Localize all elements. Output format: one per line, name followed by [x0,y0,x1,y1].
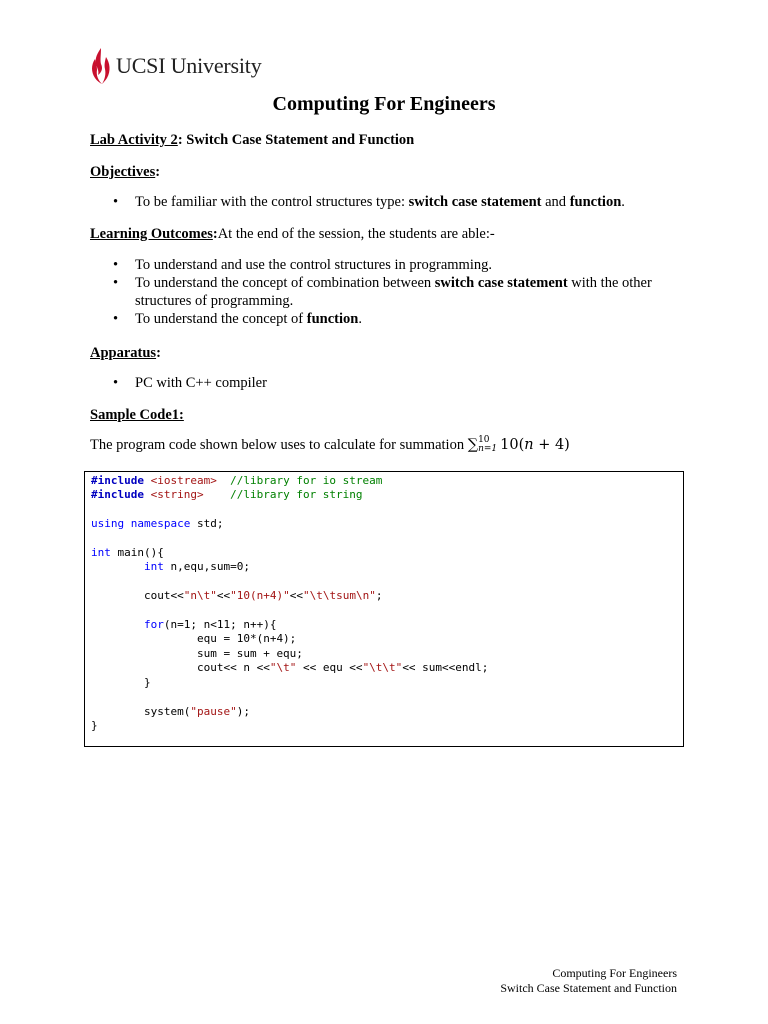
flame-logo-icon [90,47,112,85]
code-token: <iostream> [150,474,217,487]
sum-expression-rest: + 4) [533,437,570,453]
code-token: << [289,589,303,603]
list-item [110,256,688,274]
code-keyword: namespace [130,517,191,531]
list-item-bold: switch case statement [408,194,542,210]
code-token: } [143,675,151,689]
apparatus-colon: : [156,345,161,361]
code-token: system( [143,704,191,718]
code-token: << sum<<endl; [402,661,489,675]
learning-outcomes-label: Learning Outcomes [90,226,213,242]
sum-lower-limit: n=1 [478,444,498,454]
sum-upper-limit: 10 [478,435,490,445]
sigma-symbol: ∑ [467,437,479,453]
bullet-icon: • [113,257,119,273]
code-keyword: using [91,517,125,531]
code-keyword: int [91,546,111,560]
code-token: <string> [150,488,204,502]
code-string: "\t\t" [362,661,403,675]
footer-course: Computing For Engineers [552,966,677,980]
sample-description [90,436,688,454]
bullet-icon: • [113,275,119,291]
code-string: "\t" [269,661,297,675]
code-token: ; [375,589,383,603]
bullet-icon: • [113,311,119,327]
list-item-text: To understand and use the control structures in programming. [135,257,492,273]
list-item-text: . [621,194,625,210]
apparatus-label: Apparatus [90,345,157,361]
code-block [91,474,488,733]
list-item-bold: function [306,311,359,327]
summation-formula [468,437,570,453]
list-item-text: and [541,194,570,210]
sum-expression: 10( [500,437,525,453]
sample-code-label: Sample Code1: [90,407,184,423]
objectives-heading [90,163,688,181]
code-token: #include [91,488,144,502]
lab-activity-heading [90,131,688,149]
list-item-text: To understand the concept of [135,311,307,327]
code-token: std; [190,517,224,531]
code-keyword: int [143,560,164,574]
code-token: equ = 10*(n+4); [196,632,297,646]
footer-topic: Switch Case Statement and Function [500,981,677,995]
code-token: n,equ,sum=0; [163,560,250,574]
lab-activity-label: Lab Activity 2 [90,132,178,148]
list-item [110,310,688,328]
code-token: << [216,589,231,603]
code-token: } [91,718,98,732]
list-item [110,274,688,310]
list-item-text: . [358,311,362,327]
code-comment: //library for string [230,488,363,502]
learning-outcomes-colon: : [212,226,218,242]
list-item [110,374,688,392]
logo-text: UCSI University [116,53,262,78]
code-token: sum = sum + equ; [196,646,303,660]
page-title: Computing For Engineers [272,93,496,115]
code-string: "n\t" [183,589,217,603]
apparatus-list [110,374,688,392]
bullet-icon: • [113,194,119,210]
code-token: cout<< [143,589,184,603]
sample-description-text: The program code shown below uses to calculate for summation [90,437,468,453]
learning-outcomes-intro: At the end of the session, the students are able:- [217,226,495,242]
learning-outcomes-heading [90,225,688,243]
list-item-text: To be familiar with the control structures type: [135,194,409,210]
code-token: << equ << [296,661,363,675]
lab-activity-title: : Switch Case Statement and Function [177,132,415,148]
sample-code-heading [90,406,688,424]
list-item [110,193,688,211]
list-item-bold: function [569,194,622,210]
code-token: #include [91,474,144,487]
code-string: "pause" [190,704,237,718]
objectives-list [110,193,688,211]
university-logo [90,44,262,88]
code-token: (n=1; n<11; n++){ [163,618,277,632]
code-box [84,471,684,747]
objectives-label: Objectives [90,164,156,180]
learning-outcomes-list [110,256,688,328]
list-item-text: To understand the concept of combination between [135,275,435,291]
apparatus-heading [90,344,688,362]
list-item-text: PC with C++ compiler [135,375,267,391]
objectives-colon: : [155,164,161,180]
code-string: "\t\tsum\n" [302,589,376,603]
code-token: ); [236,704,250,718]
sum-variable: n [524,437,534,453]
code-string: "10(n+4)" [230,589,290,603]
bullet-icon: • [113,375,119,391]
code-keyword: for [143,618,164,632]
list-item-bold: switch case statement [434,275,568,291]
list-item-text: with the other structures of programming. [135,275,652,309]
code-token: main(){ [110,546,164,560]
code-token: cout<< n << [196,661,270,675]
code-comment: //library for io stream [230,474,383,487]
